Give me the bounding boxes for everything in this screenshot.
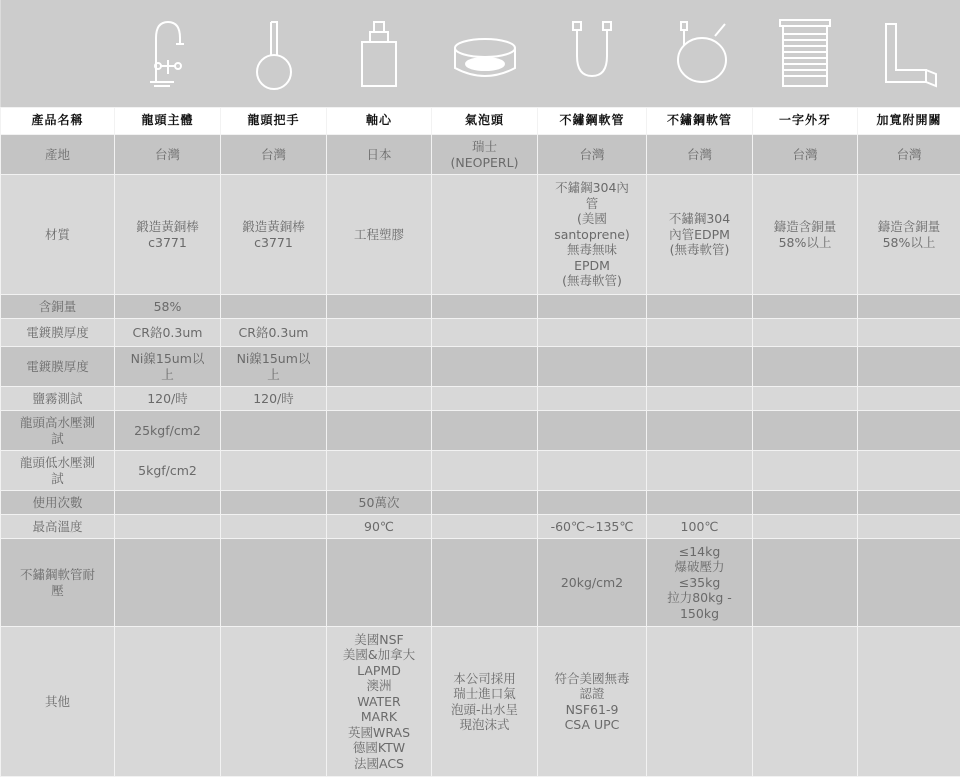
table-cell: 本公司採用 瑞士進口氣 泡頭-出水呈 現泡沫式 [432,627,538,777]
table-cell [115,627,221,777]
header-cell: 不鏽鋼軟管 [538,108,647,135]
threaded-adapter-icon [753,0,858,108]
table-cell [858,319,960,347]
table-cell: 50萬次 [327,491,432,515]
header-cell: 不鏽鋼軟管 [647,108,753,135]
table-cell [753,319,858,347]
table-row [1,491,960,515]
table-cell [221,295,327,319]
table-cell: 鑄造含銅量 58%以上 [753,175,858,295]
table-cell: 90℃ [327,515,432,539]
table-cell [647,451,753,491]
table-row [1,451,960,491]
header-cell: 龍頭主體 [115,108,221,135]
table-cell [432,347,538,387]
table-cell: 鑄造含銅量 58%以上 [858,175,960,295]
table-cell [432,387,538,411]
header-cell: 氣泡頭 [432,108,538,135]
table-cell [538,451,647,491]
table-row [1,627,960,777]
table-cell: ≤14kg 爆破壓力 ≤35kg 拉力80kg - 150kg [647,539,753,627]
table-cell [221,539,327,627]
table-cell [432,515,538,539]
header-cell: 一字外牙 [753,108,858,135]
table-row [1,515,960,539]
table-cell [115,491,221,515]
table-cell [327,539,432,627]
table-cell [115,539,221,627]
row-label: 材質 [1,175,115,295]
table-cell [858,451,960,491]
table-cell: 120/時 [115,387,221,411]
table-cell [538,491,647,515]
table-cell: Ni鎳15um以 上 [115,347,221,387]
table-cell: 美國NSF 美國&加拿大 LAPMD 澳洲 WATER MARK 英國WRAS 德國KTW 法國ACS [327,627,432,777]
table-cell [432,539,538,627]
table-cell [538,319,647,347]
table-cell [432,491,538,515]
table-cell [221,627,327,777]
table-cell [753,627,858,777]
row-label: 產地 [1,135,115,175]
table-cell: 鍛造黃銅棒 c3771 [115,175,221,295]
row-label: 電鍍膜厚度 [1,319,115,347]
table-cell [647,491,753,515]
table-cell [327,387,432,411]
table-cell [221,451,327,491]
table-cell [432,295,538,319]
table-cell: 鍛造黃銅棒 c3771 [221,175,327,295]
table-cell [753,411,858,451]
table-row [1,411,960,451]
cartridge-icon [327,0,432,108]
table-cell: 不鏽鋼304 內管EDPM (無毒軟管) [647,175,753,295]
product-icons-row [1,0,960,108]
table-cell [432,319,538,347]
table-cell: -60℃~135℃ [538,515,647,539]
table-cell: 台灣 [538,135,647,175]
table-cell: 5kgf/cm2 [115,451,221,491]
table-cell [647,319,753,347]
handle-icon [221,0,327,108]
row-label: 含銅量 [1,295,115,319]
table-cell: 20kg/cm2 [538,539,647,627]
header-cell: 軸心 [327,108,432,135]
row-label: 不鏽鋼軟管耐 壓 [1,539,115,627]
table-cell: Ni鎳15um以 上 [221,347,327,387]
table-cell [753,515,858,539]
table-cell: CR鉻0.3um [115,319,221,347]
table-cell [115,515,221,539]
table-cell [647,411,753,451]
table-cell: 台灣 [115,135,221,175]
row-label: 其他 [1,627,115,777]
table-cell: 台灣 [753,135,858,175]
table-cell [327,411,432,451]
table-cell [327,295,432,319]
table-row [1,319,960,347]
table-cell [432,411,538,451]
table-cell [858,539,960,627]
faucet-icon [115,0,221,108]
table-cell [647,387,753,411]
table-cell [221,411,327,451]
table-cell [858,295,960,319]
table-cell [858,515,960,539]
table-cell [647,627,753,777]
table-cell: 瑞士 (NEOPERL) [432,135,538,175]
table-cell [753,451,858,491]
header-cell: 龍頭把手 [221,108,327,135]
table-cell: 台灣 [221,135,327,175]
table-cell [327,347,432,387]
table-cell: 符合美國無毒 認證 NSF61-9 CSA UPC [538,627,647,777]
table-cell: 台灣 [858,135,960,175]
table-cell [858,491,960,515]
table-cell [221,515,327,539]
table-row [1,175,960,295]
table-cell [858,411,960,451]
table-row [1,295,960,319]
row-label: 龍頭高水壓測 試 [1,411,115,451]
table-row [1,539,960,627]
table-cell [538,347,647,387]
table-cell: 不鏽鋼304內 管 (美國 santoprene) 無毒無味 EPDM (無毒軟管) [538,175,647,295]
table-cell: 120/時 [221,387,327,411]
table-cell: 100℃ [647,515,753,539]
header-cell: 產品名稱 [1,108,115,135]
table-cell [858,387,960,411]
table-cell [327,451,432,491]
row-label: 最高溫度 [1,515,115,539]
table-cell [753,491,858,515]
extension-spout-icon [858,0,960,108]
table-row [1,347,960,387]
table-cell [221,491,327,515]
table-cell: 58% [115,295,221,319]
table-cell [432,451,538,491]
header-row [1,108,960,135]
table-cell [647,295,753,319]
table-cell: 台灣 [647,135,753,175]
table-cell [753,387,858,411]
table-cell [858,347,960,387]
u-hose-icon [538,0,647,108]
table-cell [538,387,647,411]
coiled-hose-icon [647,0,753,108]
table-cell [753,539,858,627]
row-label: 龍頭低水壓測 試 [1,451,115,491]
table-cell [538,411,647,451]
table-cell [538,295,647,319]
table-row [1,387,960,411]
table-cell [432,175,538,295]
table-cell: 25kgf/cm2 [115,411,221,451]
table-cell [858,627,960,777]
table-cell [753,347,858,387]
table-row [1,135,960,175]
table-cell: 日本 [327,135,432,175]
aerator-icon [432,0,538,108]
table-cell: CR鉻0.3um [221,319,327,347]
row-label: 鹽霧測試 [1,387,115,411]
table-cell: 工程塑膠 [327,175,432,295]
table-cell [647,347,753,387]
icon-cell-empty [1,0,115,108]
table-cell [753,295,858,319]
row-label: 使用次數 [1,491,115,515]
header-cell: 加寬附開關 [858,108,960,135]
table-cell [327,319,432,347]
row-label: 電鍍膜厚度 [1,347,115,387]
